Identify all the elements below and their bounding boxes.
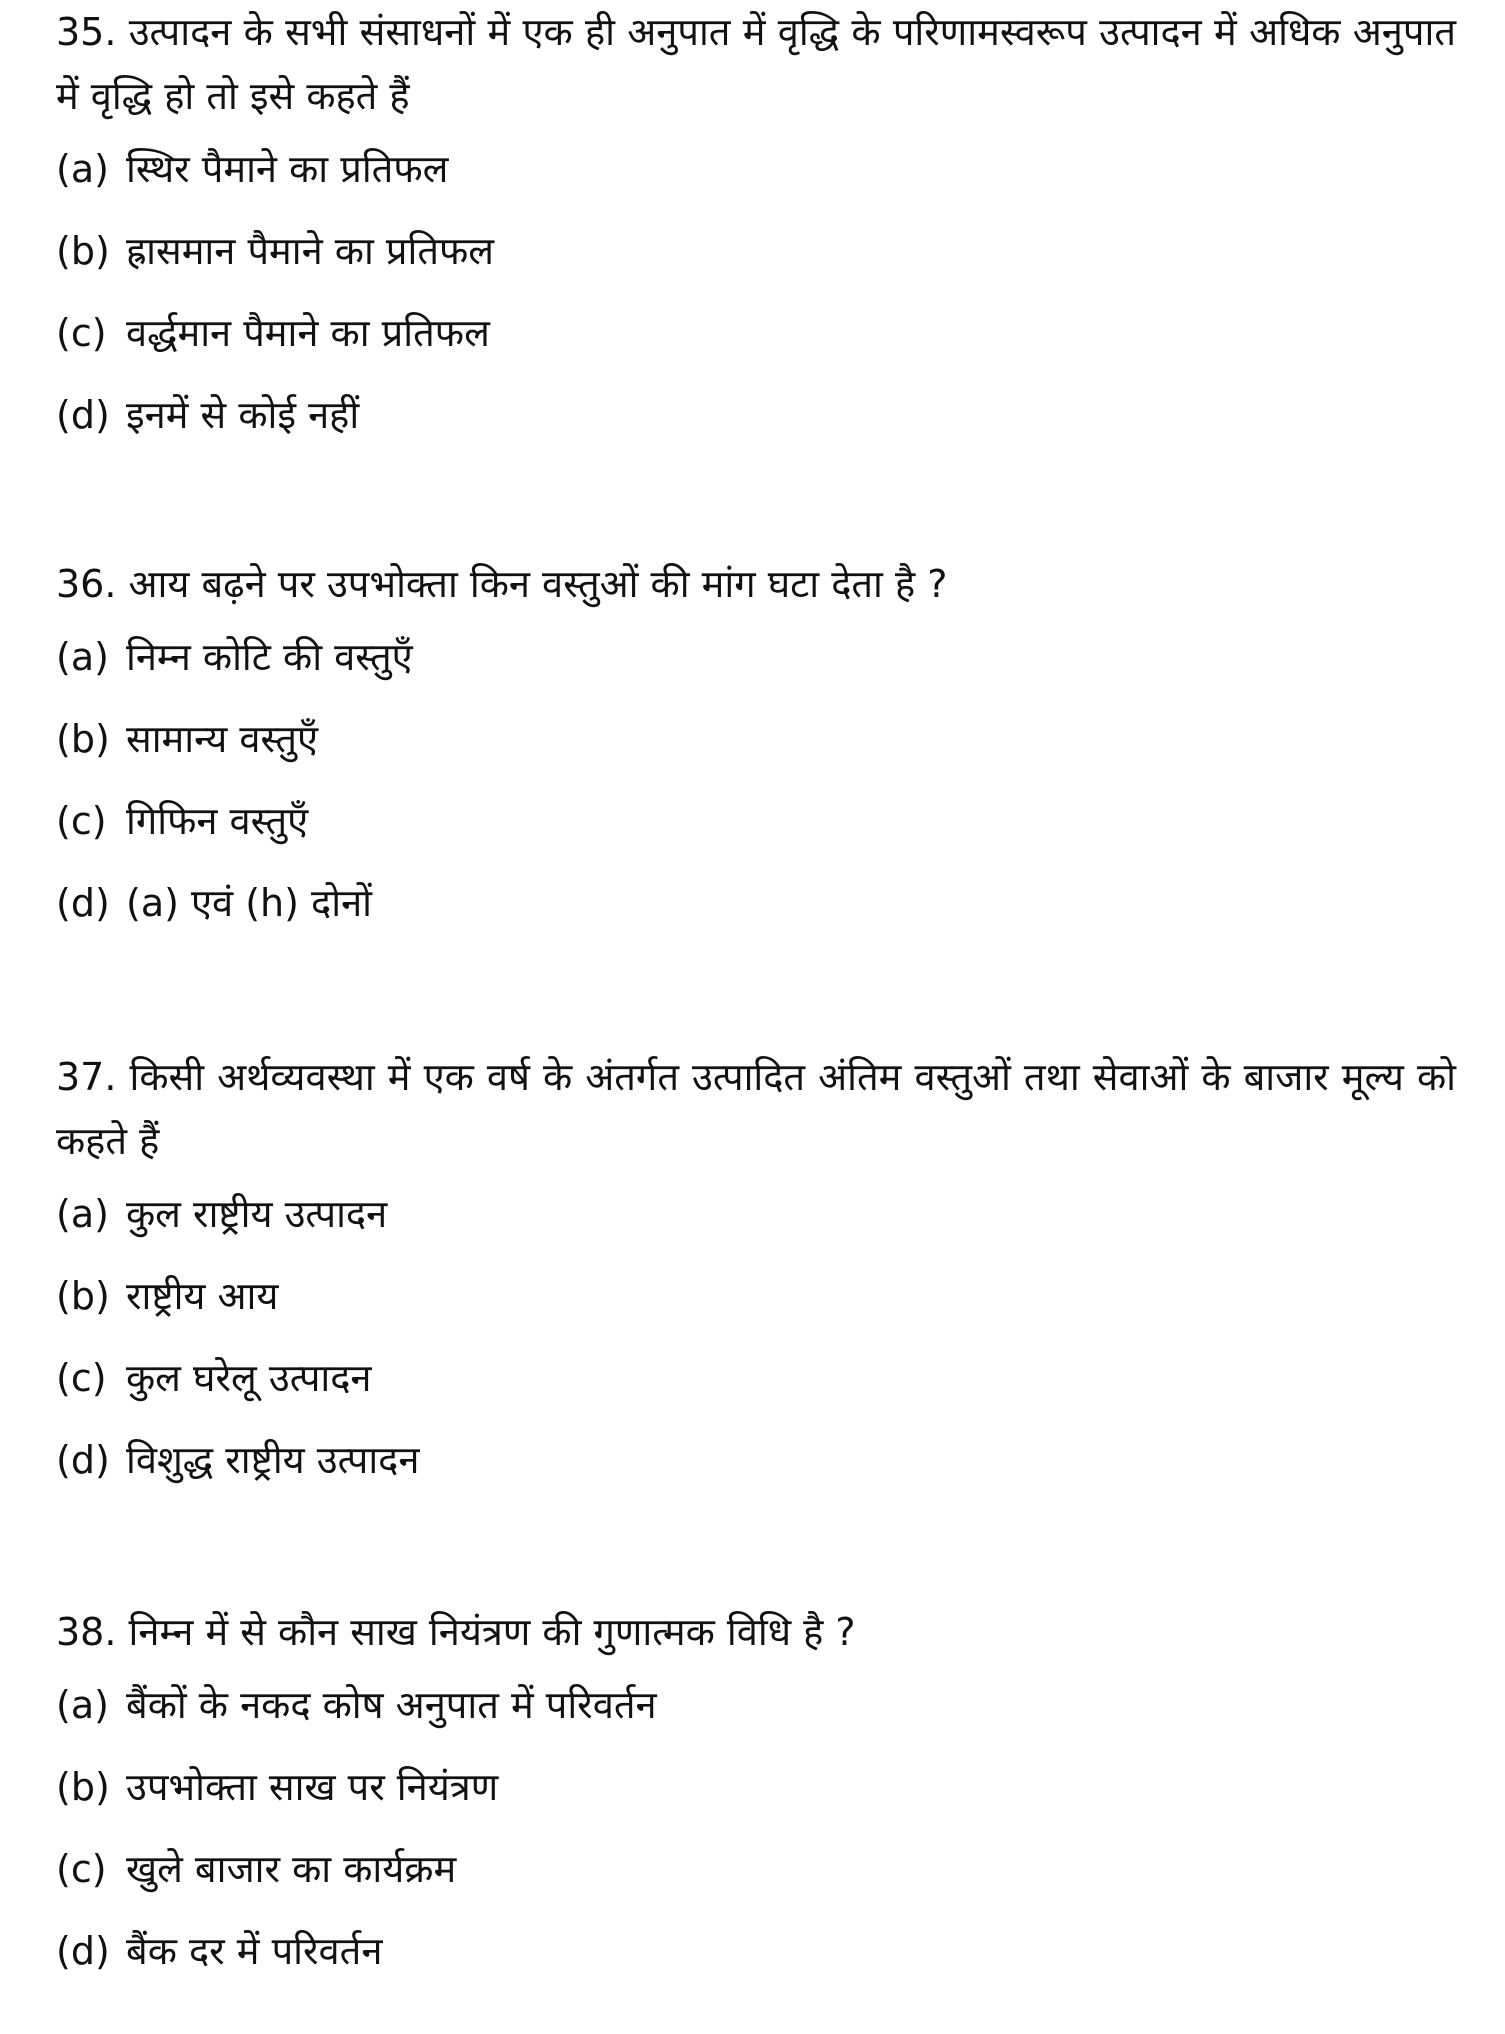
option-text: सामान्य वस्तुएँ (126, 717, 319, 761)
question-number: 36. (56, 562, 117, 606)
option-text: राष्ट्रीय आय (126, 1274, 279, 1318)
option-d (56, 374, 1505, 456)
question-stem (56, 552, 1456, 616)
question-text: उत्पादन के सभी संसाधनों में एक ही अनुपात में वृद्धि के परिणामस्वरूप उत्पादन में अधिक अनुपात में वृद्धि हो तो इसे कहते हैं (56, 10, 1456, 118)
question-stem (56, 1600, 1456, 1664)
option-letter: (a) (56, 147, 109, 191)
option-text: ह्रासमान पैमाने का प्रतिफल (126, 229, 495, 273)
question-stem (56, 0, 1456, 128)
option-letter: (d) (56, 1438, 110, 1482)
option-a (56, 1664, 1505, 1746)
option-a (56, 1173, 1505, 1255)
option-text: कुल घरेलू उत्पादन (126, 1356, 372, 1400)
option-d (56, 862, 1505, 944)
question-text: निम्न में से कौन साख नियंत्रण की गुणात्मक विधि है ? (128, 1610, 856, 1654)
option-letter: (b) (56, 717, 110, 761)
option-letter: (c) (56, 1356, 107, 1400)
option-text: वर्द्धमान पैमाने का प्रतिफल (126, 311, 490, 355)
option-letter: (a) (56, 635, 109, 679)
question-38 (0, 1600, 1505, 1992)
option-c (56, 1828, 1505, 1910)
option-text: (a) एवं (h) दोनों (126, 881, 373, 925)
option-text: निम्न कोटि की वस्तुएँ (126, 635, 413, 679)
option-c (56, 780, 1505, 862)
option-letter: (d) (56, 393, 110, 437)
option-letter: (a) (56, 1683, 109, 1727)
option-b (56, 1255, 1505, 1337)
question-text: किसी अर्थव्यवस्था में एक वर्ष के अंतर्गत उत्पादित अंतिम वस्तुओं तथा सेवाओं के बाजार मूल्य को कहते हैं (56, 1055, 1456, 1163)
question-number: 38. (56, 1610, 117, 1654)
option-a (56, 128, 1505, 210)
option-letter: (d) (56, 1929, 110, 1973)
option-a (56, 616, 1505, 698)
option-d (56, 1910, 1505, 1992)
option-c (56, 1337, 1505, 1419)
option-text: विशुद्ध राष्ट्रीय उत्पादन (126, 1438, 420, 1482)
option-text: इनमें से कोई नहीं (126, 393, 360, 437)
question-number: 37. (56, 1055, 117, 1099)
option-letter: (c) (56, 311, 107, 355)
option-b (56, 210, 1505, 292)
option-text: बैंक दर में परिवर्तन (126, 1929, 383, 1973)
option-letter: (c) (56, 799, 107, 843)
option-text: स्थिर पैमाने का प्रतिफल (126, 147, 449, 191)
option-b (56, 1746, 1505, 1828)
option-text: उपभोक्ता साख पर नियंत्रण (126, 1765, 499, 1809)
option-b (56, 698, 1505, 780)
option-text: खुले बाजार का कार्यक्रम (126, 1847, 457, 1891)
question-36 (0, 552, 1505, 944)
option-letter: (b) (56, 1274, 110, 1318)
question-number: 35. (56, 10, 117, 54)
question-37 (0, 1045, 1505, 1501)
option-letter: (b) (56, 1765, 110, 1809)
option-c (56, 292, 1505, 374)
option-text: गिफिन वस्तुएँ (126, 799, 309, 843)
option-letter: (a) (56, 1192, 109, 1236)
option-text: कुल राष्ट्रीय उत्पादन (126, 1192, 388, 1236)
question-text: आय बढ़ने पर उपभोक्ता किन वस्तुओं की मांग घटा देता है ? (128, 562, 948, 606)
question-stem (56, 1045, 1456, 1173)
option-letter: (d) (56, 881, 110, 925)
option-letter: (b) (56, 229, 110, 273)
option-d (56, 1419, 1505, 1501)
option-letter: (c) (56, 1847, 107, 1891)
option-text: बैंकों के नकद कोष अनुपात में परिवर्तन (126, 1683, 657, 1727)
question-35 (0, 0, 1505, 456)
